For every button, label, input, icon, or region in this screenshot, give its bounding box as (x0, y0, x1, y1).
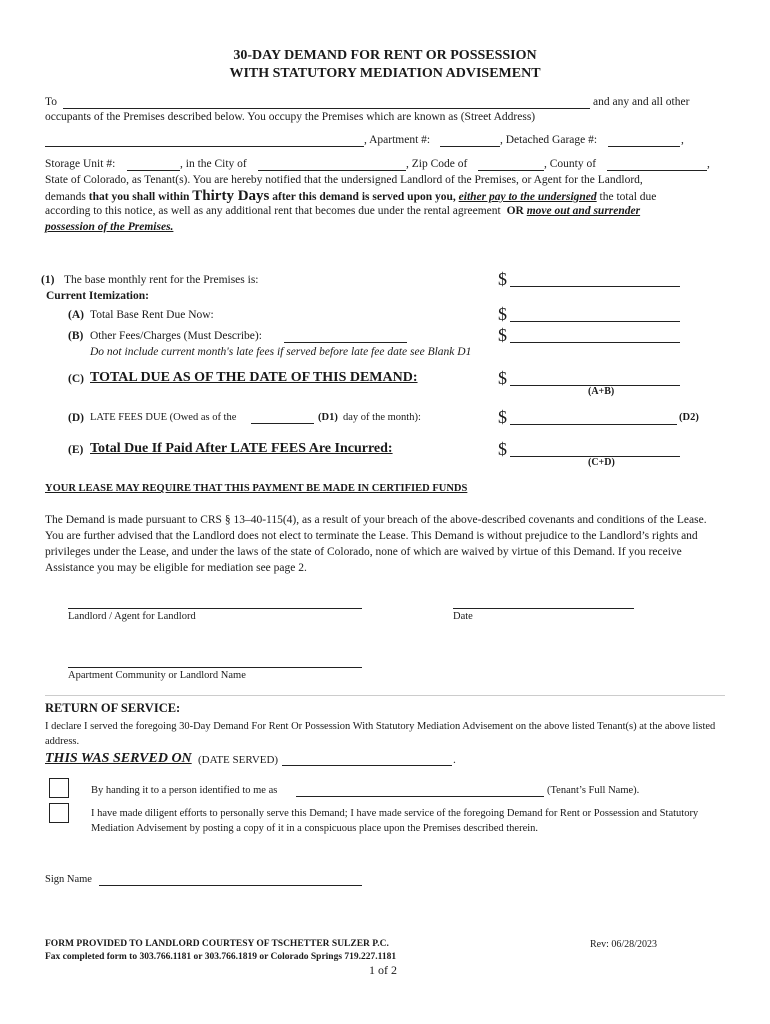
county-field[interactable] (607, 170, 707, 171)
county-label: , County of (544, 158, 597, 170)
thirty-days-text: Thirty Days (192, 188, 270, 204)
dollar-sign: $ (498, 304, 507, 324)
item-d-label: (D) (68, 412, 84, 424)
landlord-signature-line[interactable] (68, 608, 362, 609)
garage-label: , Detached Garage #: (500, 134, 598, 146)
item1-label: The base monthly rent for the Premises is: (64, 274, 259, 286)
item-a-text: Total Base Rent Due Now: (90, 309, 214, 321)
comma-text: , (707, 158, 710, 170)
landlord-agent-label: Landlord / Agent for Landlord (68, 611, 196, 622)
declare-text: I declare I served the foregoing 30-Day Demand For Rent Or Possession With Statutory Mediation Advisement on the above listed Tenant(s) at the above listed address. (45, 721, 716, 747)
footer-rev: Rev: 06/28/2023 (590, 939, 657, 950)
footer-fax: Fax completed form to 303.766.1181 or 303.766.1819 or Colorado Springs 719.227.1181 (45, 952, 397, 962)
move-out-text: move out and surrender (526, 205, 641, 217)
to-field[interactable] (63, 108, 590, 109)
item-d-text2: day of the month): (343, 412, 421, 423)
posting-checkbox[interactable] (49, 803, 69, 823)
storage-field[interactable] (127, 170, 180, 171)
city-label: , in the City of (180, 158, 247, 170)
hand-delivery-checkbox[interactable] (49, 778, 69, 798)
other-fees-field[interactable] (510, 342, 680, 343)
tenant-name-field[interactable] (296, 796, 544, 797)
storage-label: Storage Unit #: (45, 158, 116, 170)
total-due-text: the total due (599, 191, 657, 203)
late-fees-field[interactable] (510, 424, 677, 425)
page-subtitle: WITH STATUTORY MEDIATION ADVISEMENT (229, 66, 541, 81)
according-text: according to this notice, as well as any additional rent that becomes due under the rental agreement (45, 205, 501, 217)
item-b-text: Other Fees/Charges (Must Describe): (90, 330, 262, 342)
apartment-field[interactable] (440, 146, 500, 147)
option1-text-b: (Tenant’s Full Name). (547, 785, 640, 796)
apartment-label: , Apartment #: (364, 134, 431, 146)
item-e-sub: (C+D) (588, 457, 615, 468)
item-d-text1: LATE FEES DUE (Owed as of the (90, 412, 237, 423)
zip-field[interactable] (478, 170, 544, 171)
dollar-sign: $ (498, 368, 507, 388)
item-d-d2: (D2) (679, 412, 699, 423)
sign-name-field[interactable] (99, 885, 362, 886)
demand-paragraph: The Demand is made pursuant to CRS § 13–40-115(4), as a result of your breach of the above-described covenants and conditions of the Lease. You are further advised that the Landlord does not elect to terminate the Lease. This Demand is without prejudice to the Landlord’s rights and privileges under the Lease, and under the laws of the state of Colorado, none of which are waived by virtue of this Demand. If you receive Assistance you may be eligible for mediation see page 2. (45, 514, 707, 574)
community-signature-line[interactable] (68, 667, 362, 668)
item-c-label: (C) (68, 373, 84, 385)
item1-number: (1) (41, 274, 55, 286)
item-c-text: TOTAL DUE AS OF THE DATE OF THIS DEMAND: (90, 370, 418, 385)
footer-courtesy: FORM PROVIDED TO LANDLORD COURTESY OF TSCHETTER SULZER P.C. (45, 939, 389, 949)
after-served-text: after this demand is served upon you, (272, 191, 456, 203)
option2-text: I have made diligent efforts to personally serve this Demand; I have made service of the foregoing Demand for Rent or Possession and Statutory Mediation Advisement by posting a copy of it in a conspicuous place upon the Premises described therein. (91, 808, 699, 834)
according-line (45, 205, 640, 217)
page-title: 30-DAY DEMAND FOR RENT OR POSSESSION (233, 48, 537, 63)
comma-text: , (681, 134, 684, 146)
served-on-label: THIS WAS SERVED ON (45, 751, 192, 766)
period-text: . (453, 754, 456, 766)
and-others-text: and any and all other (593, 96, 690, 108)
date-served-label: (DATE SERVED) (198, 754, 279, 766)
item-c-sub: (A+B) (588, 386, 615, 397)
or-text: OR (506, 205, 524, 217)
date-label: Date (453, 611, 473, 622)
shall-within-text: that you shall within (88, 191, 190, 203)
date-signature-line[interactable] (453, 608, 634, 609)
item-a-label: (A) (68, 309, 84, 321)
late-fee-day-field[interactable] (251, 423, 314, 424)
fees-description-field[interactable] (284, 342, 407, 343)
state-line: State of Colorado, as Tenant(s). You are hereby notified that the undersigned Landlord of the Premises, or Agent for the Landlord, (45, 174, 643, 186)
community-label: Apartment Community or Landlord Name (68, 670, 246, 681)
zip-label: , Zip Code of (406, 158, 468, 170)
return-of-service-heading: RETURN OF SERVICE: (45, 701, 181, 715)
city-field[interactable] (258, 170, 406, 171)
demands-text: demands (45, 191, 86, 203)
dollar-sign: $ (498, 407, 507, 427)
certified-funds-notice: YOUR LEASE MAY REQUIRE THAT THIS PAYMENT BE MADE IN CERTIFIED FUNDS (45, 483, 468, 494)
either-pay-text: either pay to the undersigned (458, 191, 597, 203)
base-rent-field[interactable] (510, 286, 680, 287)
street-address-field[interactable] (45, 146, 364, 147)
page-number: 1 of 2 (369, 963, 397, 977)
section-divider (45, 695, 725, 696)
demands-line (45, 188, 656, 205)
garage-field[interactable] (608, 146, 680, 147)
possession-text: possession of the Premises. (45, 221, 174, 233)
option1-text-a: By handing it to a person identified to me as (91, 785, 278, 796)
date-served-field[interactable] (282, 765, 452, 766)
item-e-text: Total Due If Paid After LATE FEES Are Incurred: (90, 441, 393, 456)
dollar-sign: $ (498, 439, 507, 459)
to-label: To (45, 96, 57, 108)
occupants-text: occupants of the Premises described below. You occupy the Premises which are known as (Street Address) (45, 111, 536, 123)
total-base-rent-field[interactable] (510, 321, 680, 322)
sign-name-label: Sign Name (45, 874, 92, 885)
current-itemization: Current Itemization: (46, 290, 149, 302)
item-b-note: Do not include current month's late fees if served before late fee date see Blank D1 (90, 346, 472, 358)
item-e-label: (E) (68, 444, 84, 456)
item-d-d1: (D1) (318, 412, 338, 423)
dollar-sign: $ (498, 269, 507, 289)
item-b-label: (B) (68, 330, 84, 342)
dollar-sign: $ (498, 325, 507, 345)
